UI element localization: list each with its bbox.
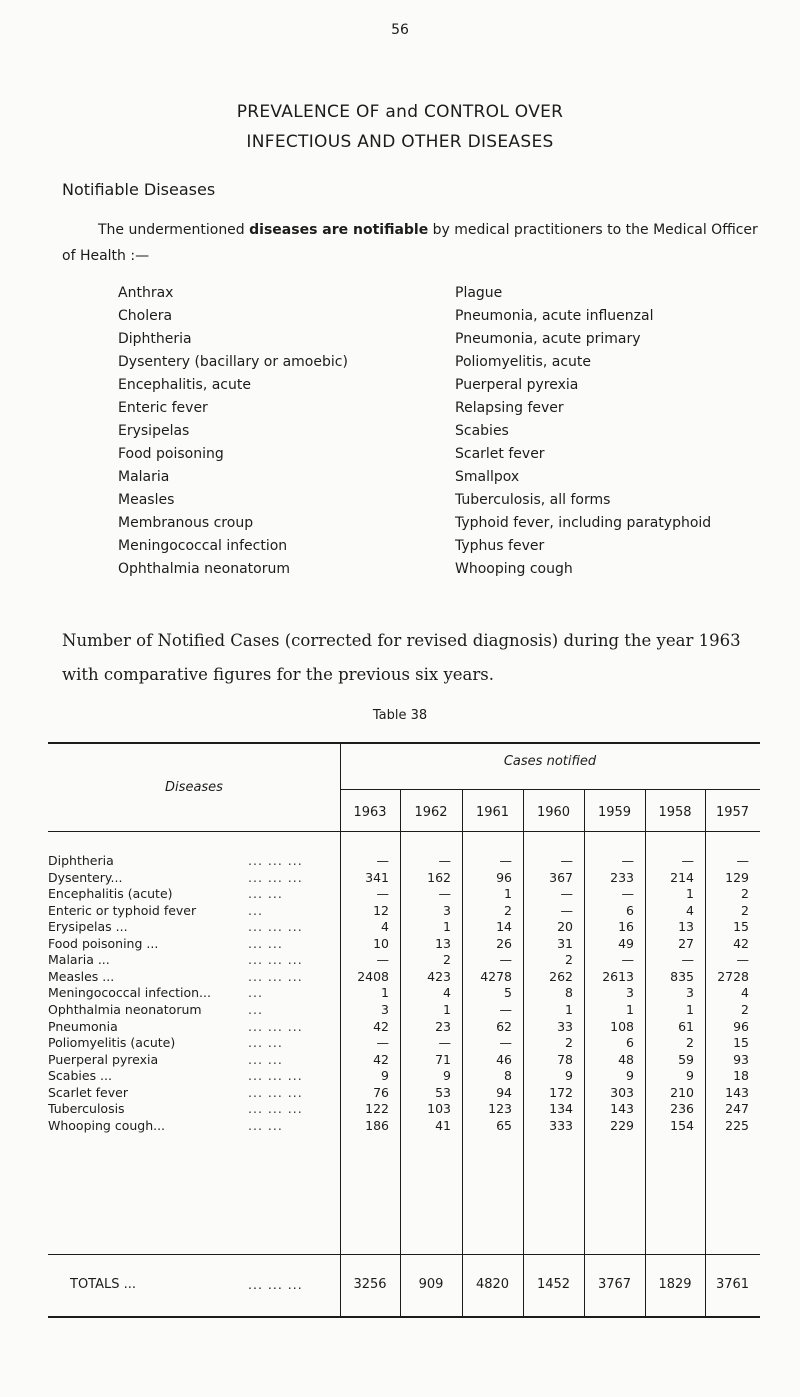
disease-name: Tuberculosis (48, 1101, 125, 1117)
disease-list-item: Relapsing fever (455, 400, 564, 416)
cell-value: 2728 (717, 968, 749, 984)
cell-value: 41 (435, 1117, 451, 1133)
table-row (48, 969, 760, 986)
intro-paragraph (62, 217, 762, 269)
disease-list-item: Pneumonia, acute primary (455, 331, 641, 347)
total-value: 1452 (536, 1277, 571, 1292)
page-title (0, 97, 800, 157)
disease-name: Malaria ... (48, 952, 110, 968)
disease-list-item: Diphtheria (118, 331, 192, 347)
cell-value: 94 (496, 1084, 512, 1100)
cell-value: 6 (626, 902, 634, 918)
disease-list-item: Dysentery (bacillary or amoebic) (118, 354, 348, 370)
cell-value: 4 (741, 985, 749, 1001)
cell-value: 3 (626, 985, 634, 1001)
cell-value: 15 (733, 1035, 749, 1051)
cell-value: 122 (365, 1101, 389, 1117)
table-row (48, 886, 760, 903)
cell-value: 31 (557, 935, 573, 951)
disease-name: Measles ... (48, 968, 115, 984)
cell-value: 8 (565, 985, 573, 1001)
cell-value: 1 (626, 1001, 634, 1017)
cases-notified-header: Cases notified (503, 754, 597, 769)
cases-table (48, 742, 760, 1319)
cell-value: 6 (626, 1035, 634, 1051)
cell-value: — (376, 886, 389, 902)
cell-value: 61 (678, 1018, 694, 1034)
cell-value: 13 (435, 935, 451, 951)
cell-value: 225 (725, 1117, 749, 1133)
cell-value: 229 (610, 1117, 634, 1133)
disease-name: Ophthalmia neonatorum (48, 1001, 202, 1017)
cell-value: 1 (686, 886, 694, 902)
cell-value: 5 (504, 985, 512, 1001)
cell-value: 23 (435, 1018, 451, 1034)
cell-value: 4 (686, 902, 694, 918)
table-row (48, 919, 760, 936)
page-number: 56 (391, 22, 409, 38)
disease-name: Pneumonia (48, 1018, 118, 1034)
cell-value: 108 (610, 1018, 634, 1034)
table-row (48, 1019, 760, 1036)
cell-value: 2 (504, 902, 512, 918)
cell-value: — (499, 1001, 512, 1017)
table-row (48, 1101, 760, 1118)
total-value: 3761 (715, 1277, 750, 1292)
cell-value: — (560, 902, 573, 918)
diseases-header: Diseases (165, 780, 223, 795)
table-row (48, 1002, 760, 1019)
cell-value: 172 (549, 1084, 573, 1100)
disease-list-item: Membranous croup (118, 515, 254, 531)
cell-value: 2 (741, 902, 749, 918)
cell-value: 1 (504, 886, 512, 902)
leader-dots: ... ... ... (248, 1101, 303, 1117)
cell-value: 26 (496, 935, 512, 951)
cell-value: 49 (618, 935, 634, 951)
cell-value: 2 (443, 952, 451, 968)
cell-value: 15 (733, 919, 749, 935)
cell-value: 1 (381, 985, 389, 1001)
cell-value: 1 (565, 1001, 573, 1017)
disease-list-item: Encephalitis, acute (118, 377, 251, 393)
disease-name: Food poisoning ... (48, 935, 159, 951)
cell-value: 103 (427, 1101, 451, 1117)
cell-value: 33 (557, 1018, 573, 1034)
leader-dots: ... ... (248, 1035, 283, 1051)
disease-list-item: Erysipelas (118, 423, 190, 439)
disease-list-item: Food poisoning (118, 446, 224, 462)
cell-value: 96 (733, 1018, 749, 1034)
disease-name: Erysipelas ... (48, 919, 128, 935)
cell-value: 1 (443, 1001, 451, 1017)
cell-value: — (438, 1035, 451, 1051)
cell-value: 9 (443, 1068, 451, 1084)
table-top-rule (48, 742, 760, 744)
cell-value: 9 (686, 1068, 694, 1084)
cell-value: 10 (373, 935, 389, 951)
cell-value: 129 (725, 869, 749, 885)
cell-value: — (681, 952, 694, 968)
disease-list-item: Meningococcal infection (118, 538, 288, 554)
total-value: 3767 (597, 1277, 632, 1292)
year-header: 1961 (475, 805, 510, 820)
leader-dots: ... (248, 1001, 263, 1017)
cell-value: 59 (678, 1051, 694, 1067)
table-row (48, 952, 760, 969)
disease-name: Scabies ... (48, 1068, 112, 1084)
cell-value: — (681, 853, 694, 868)
year-header: 1958 (658, 805, 692, 820)
cell-value: 12 (373, 902, 389, 918)
leader-dots: ... ... ... (248, 968, 303, 984)
cell-value: 2408 (357, 968, 389, 984)
year-header: 1959 (597, 805, 632, 820)
cell-value: 96 (496, 869, 512, 885)
cell-value: 16 (618, 919, 634, 935)
cell-value: 2 (741, 1001, 749, 1017)
leader-dots: ... ... ... (248, 952, 303, 968)
cases-paragraph: Number of Notified Cases (corrected for revised diagnosis) during the year 1963 with comparative figures for the previous six years. (62, 631, 741, 684)
leader-dots: ... ... (248, 935, 283, 951)
cell-value: — (736, 853, 749, 868)
disease-list-item: Poliomyelitis, acute (455, 354, 591, 370)
cell-value: 42 (733, 935, 749, 951)
leader-dots: ... ... ... (248, 919, 303, 935)
cell-value: 62 (496, 1018, 512, 1034)
cell-value: — (621, 952, 634, 968)
cell-value: 13 (678, 919, 694, 935)
cell-value: 42 (373, 1018, 389, 1034)
disease-list-item: Whooping cough (455, 561, 573, 577)
cell-value: — (438, 886, 451, 902)
cell-value: 4278 (480, 968, 512, 984)
leader-dots: ... ... (248, 886, 283, 902)
cell-value: — (438, 853, 451, 868)
leader-dots: ... ... (248, 1117, 283, 1133)
cell-value: — (621, 886, 634, 902)
year-header: 1960 (536, 805, 571, 820)
cell-value: 4 (443, 985, 451, 1001)
header-bottom-rule (48, 831, 760, 832)
cell-value: 9 (626, 1068, 634, 1084)
cell-value: 14 (496, 919, 512, 935)
table-row (48, 936, 760, 953)
cell-value: 1 (443, 919, 451, 935)
cell-value: 134 (549, 1101, 573, 1117)
disease-name: Diphtheria (48, 853, 114, 868)
table-row (48, 985, 760, 1002)
table-row (48, 1085, 760, 1102)
cell-value: 835 (670, 968, 694, 984)
disease-name: Puerperal pyrexia (48, 1051, 159, 1067)
section-heading: Notifiable Diseases (62, 180, 216, 199)
cell-value: 20 (557, 919, 573, 935)
cell-value: 367 (549, 869, 573, 885)
disease-list-item: Smallpox (455, 469, 520, 485)
disease-name: Meningococcal infection... (48, 985, 211, 1001)
cell-value: 4 (381, 919, 389, 935)
disease-list-item: Plague (455, 285, 503, 301)
cell-value: 214 (670, 869, 694, 885)
cell-value: 76 (373, 1084, 389, 1100)
cell-value: 78 (557, 1051, 573, 1067)
cell-value: 303 (610, 1084, 634, 1100)
table-bottom-rule (48, 1316, 760, 1318)
disease-name: Enteric or typhoid fever (48, 902, 197, 918)
cell-value: 2 (565, 1035, 573, 1051)
title-line-1: PREVALENCE OF and CONTROL OVER (236, 102, 564, 122)
disease-list-item: Anthrax (118, 285, 174, 301)
cell-value: 143 (610, 1101, 634, 1117)
disease-list-item: Typhus fever (455, 538, 545, 554)
leader-dots: ... ... ... (248, 1018, 303, 1034)
cell-value: — (499, 1035, 512, 1051)
cell-value: 236 (670, 1101, 694, 1117)
cell-value: 42 (373, 1051, 389, 1067)
cell-value: 9 (565, 1068, 573, 1084)
cell-value: 233 (610, 869, 634, 885)
cell-value: 143 (725, 1084, 749, 1100)
table-row (48, 1118, 760, 1135)
cell-value: — (376, 952, 389, 968)
table-row (48, 1068, 760, 1085)
cell-value: 341 (365, 869, 389, 885)
cell-value: 2 (741, 886, 749, 902)
cell-value: 2613 (602, 968, 634, 984)
disease-list-item: Scarlet fever (455, 446, 545, 462)
leader-dots: ... ... ... (248, 1084, 303, 1100)
disease-list-item: Typhoid fever, including paratyphoid (455, 515, 712, 531)
cell-value: 333 (549, 1117, 573, 1133)
total-value: 1829 (658, 1277, 692, 1292)
leader-dots: ... ... ... (248, 853, 303, 868)
table-row (48, 1052, 760, 1069)
cell-value: 423 (427, 968, 451, 984)
table-row (48, 1035, 760, 1052)
year-header: 1962 (414, 805, 448, 820)
intro-text-2: by medical practitioners to the Medical Officer of Health :— (62, 222, 758, 264)
cell-value: 8 (504, 1068, 512, 1084)
total-value: 3256 (353, 1277, 387, 1292)
disease-list-column-2 (455, 282, 711, 581)
disease-list-item: Ophthalmia neonatorum (118, 561, 290, 577)
cell-value: 27 (678, 935, 694, 951)
cell-value: 65 (496, 1117, 512, 1133)
table-row (48, 903, 760, 920)
total-value: 909 (418, 1277, 444, 1292)
disease-name: Dysentery... (48, 869, 123, 885)
disease-name: Encephalitis (acute) (48, 886, 173, 902)
cell-value: 3 (443, 902, 451, 918)
cell-value: 262 (549, 968, 573, 984)
intro-text-1: The undermentioned (98, 222, 250, 238)
cell-value: 48 (618, 1051, 634, 1067)
cell-value: 2 (686, 1035, 694, 1051)
table-row (48, 870, 760, 887)
cell-value: — (560, 886, 573, 902)
year-header: 1957 (715, 805, 750, 820)
disease-list-item: Puerperal pyrexia (455, 377, 579, 393)
leader-dots: ... ... ... (248, 869, 303, 885)
disease-name: Poliomyelitis (acute) (48, 1035, 176, 1051)
cell-value: 3 (686, 985, 694, 1001)
cell-value: 162 (427, 869, 451, 885)
title-line-2: INFECTIOUS AND OTHER DISEASES (246, 132, 554, 152)
cell-value: 3 (381, 1001, 389, 1017)
disease-name: Scarlet fever (48, 1084, 128, 1100)
cell-value: 186 (365, 1117, 389, 1133)
disease-list-item: Enteric fever (118, 400, 208, 416)
leader-dots: ... (248, 985, 263, 1001)
totals-top-rule (48, 1254, 760, 1255)
disease-list-item: Tuberculosis, all forms (455, 492, 611, 508)
cell-value: 247 (725, 1101, 749, 1117)
disease-name: Whooping cough... (48, 1117, 166, 1133)
cell-value: 93 (733, 1051, 749, 1067)
disease-list-item: Pneumonia, acute influenzal (455, 308, 654, 324)
cell-value: — (621, 853, 634, 868)
cell-value: 123 (488, 1101, 512, 1117)
cell-value: — (499, 952, 512, 968)
table-row (48, 853, 760, 870)
disease-list-column-1 (118, 282, 348, 581)
intro-bold-text: diseases are notifiable (249, 222, 429, 238)
cell-value: — (499, 853, 512, 868)
disease-list-item: Measles (118, 492, 175, 508)
cases-header-rule (340, 789, 760, 790)
cell-value: 210 (670, 1084, 694, 1100)
leader-dots: ... ... ... (248, 1068, 303, 1084)
disease-list-item: Cholera (118, 308, 173, 324)
cell-value: 9 (381, 1068, 389, 1084)
cell-value: 2 (565, 952, 573, 968)
disease-list-item: Scabies (455, 423, 509, 439)
cell-value: 53 (435, 1084, 451, 1100)
totals-label: TOTALS ... (70, 1277, 137, 1292)
cell-value: — (560, 853, 573, 868)
cell-value: 18 (733, 1068, 749, 1084)
cell-value: — (736, 952, 749, 968)
leader-dots: ... ... (248, 1051, 283, 1067)
cell-value: 71 (435, 1051, 451, 1067)
disease-list-item: Malaria (118, 469, 170, 485)
total-value: 4820 (475, 1277, 510, 1292)
totals-leader-dots: ... ... ... (248, 1277, 303, 1292)
year-header: 1963 (353, 805, 387, 820)
cell-value: 1 (686, 1001, 694, 1017)
cell-value: — (376, 853, 389, 868)
cell-value: — (376, 1035, 389, 1051)
cell-value: 46 (496, 1051, 512, 1067)
leader-dots: ... (248, 902, 263, 918)
cell-value: 154 (670, 1117, 694, 1133)
table-label: Table 38 (372, 708, 428, 723)
